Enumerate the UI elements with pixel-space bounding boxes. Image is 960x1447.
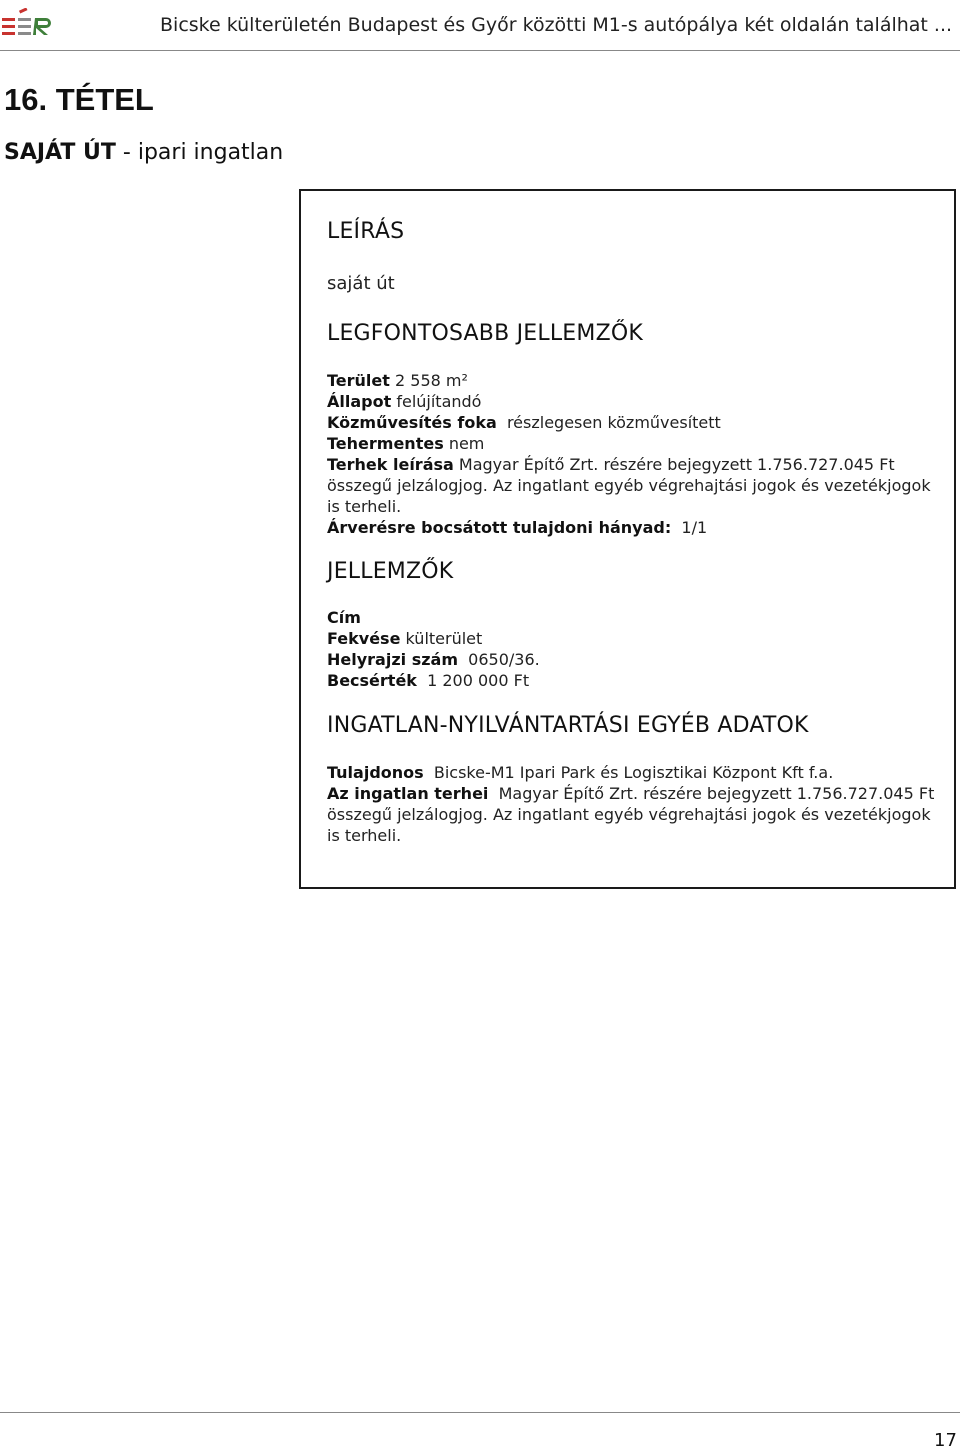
footer-divider [0,1412,960,1413]
description-heading: LEÍRÁS [327,219,405,244]
item-label: Terhek leírása [327,455,454,474]
subtitle-strong: SAJÁT ÚT [4,140,116,165]
item-label: Fekvése [327,629,401,648]
registry-list [327,762,937,846]
list-item [327,370,937,391]
item-label: Tulajdonos [327,763,424,782]
list-item [327,433,937,454]
item-value: 1/1 [681,518,708,537]
item-label: Becsérték [327,671,417,690]
list-item [327,670,937,691]
page-number: 17 [934,1430,957,1447]
item-value: külterület [405,629,483,648]
property-details-box [299,189,956,889]
list-item [327,649,937,670]
item-label: Árverésre bocsátott tulajdoni hányad: [327,518,672,537]
list-item [327,391,937,412]
item-value: Magyar Építő Zrt. részére bejegyzett 1.756.727.045 Ft összegű jelzálogjog. Az ingatlant egyéb végrehajtási jogok és vezetékjogok is terheli. [327,784,935,845]
lot-subtitle [4,140,283,165]
key-features-heading: LEGFONTOSABB JELLEMZŐK [327,321,643,346]
eer-logo [2,8,56,40]
item-value: nem [448,434,485,453]
item-value: 1 200 000 Ft [427,671,530,690]
item-label: Cím [327,608,361,627]
item-label: Közművesítés foka [327,413,497,432]
features-heading: JELLEMZŐK [327,559,454,584]
item-label: Tehermentes [327,434,444,453]
list-item [327,517,937,538]
item-label: Helyrajzi szám [327,650,458,669]
features-list [327,607,937,691]
list-item [327,762,937,783]
item-value: 0650/36. [468,650,540,669]
item-label: Az ingatlan terhei [327,784,489,803]
item-value: Magyar Építő Zrt. részére bejegyzett 1.756.727.045 Ft összegű jelzálogjog. Az ingatlant egyéb végrehajtási jogok és vezetékjogok is terheli. [327,455,931,516]
list-item [327,783,937,846]
list-item [327,607,937,628]
item-value: részlegesen közművesített [506,413,721,432]
header-divider [0,50,960,51]
document-header-title: Bicske külterületén Budapest és Győr közötti M1-s autópálya két oldalán találhat ... [160,14,953,36]
key-features-list [327,370,937,538]
item-value: felújítandó [396,392,482,411]
description-text: saját út [327,273,395,294]
item-label: Állapot [327,392,392,411]
item-value: Bicske-M1 Ipari Park és Logisztikai Központ Kft f.a. [433,763,834,782]
item-value: 2 558 m² [395,371,468,390]
list-item [327,412,937,433]
item-label: Terület [327,371,390,390]
lot-title: 16. TÉTEL [4,82,154,117]
list-item [327,454,937,517]
list-item [327,628,937,649]
subtitle-rest: - ipari ingatlan [115,140,284,165]
registry-heading: INGATLAN-NYILVÁNTARTÁSI EGYÉB ADATOK [327,713,809,738]
